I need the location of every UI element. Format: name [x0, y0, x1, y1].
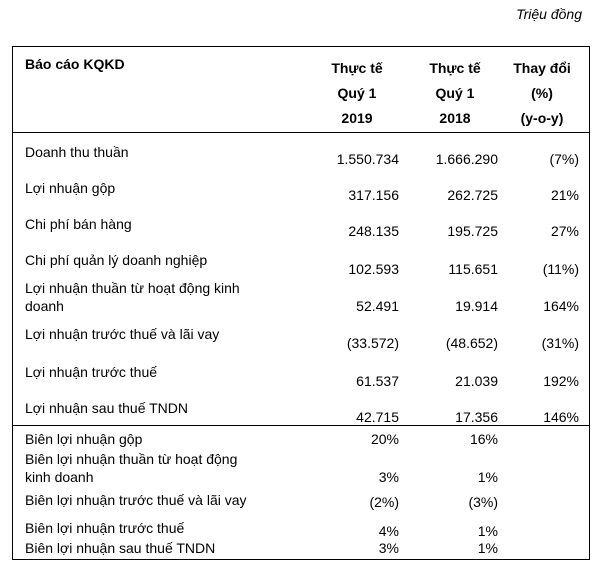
column-header-change: Thay đổi (%) (y-o-y): [513, 60, 571, 126]
value-q1-2019: 3%: [378, 540, 399, 556]
row-label: Lợi nhuận sau thuế TNDN: [25, 400, 189, 416]
row-label: Biên lợi nhuận trước thuế: [25, 520, 185, 536]
value-change: 192%: [543, 373, 579, 389]
value-q1-2018: 21.039: [455, 373, 498, 389]
value-q1-2018: 1%: [477, 540, 498, 556]
value-change: 21%: [550, 187, 579, 203]
row-label: Biên lợi nhuận sau thuế TNDN: [25, 540, 216, 556]
value-q1-2019: (2%): [369, 494, 399, 510]
row-label: Biên lợi nhuận gộp: [25, 431, 143, 447]
value-change: (7%): [549, 151, 579, 167]
value-q1-2018: 195.725: [447, 223, 498, 239]
value-q1-2019: (33.572): [346, 335, 399, 351]
value-q1-2018: 1%: [477, 523, 498, 539]
value-q1-2018: 17.356: [455, 409, 498, 425]
value-change: 164%: [543, 298, 579, 314]
value-q1-2019: 317.156: [348, 187, 399, 203]
section-divider: [13, 425, 589, 426]
value-q1-2018: 1.666.290: [435, 151, 498, 167]
value-q1-2019: 1.550.734: [336, 151, 399, 167]
value-q1-2019: 4%: [378, 523, 399, 539]
value-q1-2018: 115.651: [448, 261, 498, 277]
value-change: (31%): [541, 335, 579, 351]
row-label: Lợi nhuận trước thuế và lãi vay: [25, 326, 220, 342]
income-statement-table: [12, 46, 590, 560]
value-q1-2019: 248.135: [348, 223, 399, 239]
value-q1-2018: (48.652): [445, 335, 498, 351]
value-q1-2018: 262.725: [447, 187, 498, 203]
value-q1-2019: 52.491: [356, 298, 399, 314]
value-change: 146%: [543, 409, 579, 425]
row-label: Lợi nhuận gộp: [25, 180, 116, 196]
value-q1-2019: 61.537: [356, 373, 399, 389]
row-label: Lợi nhuận thuần từ hoạt động kinh doanh: [25, 280, 240, 314]
value-q1-2018: 19.914: [455, 298, 498, 314]
value-change: (11%): [542, 261, 579, 277]
value-q1-2019: 20%: [370, 431, 399, 447]
row-label: Chi phí quản lý doanh nghiệp: [25, 252, 208, 268]
row-label: Biên lợi nhuận trước thuế và lãi vay: [25, 492, 247, 508]
column-header-q1-2018: Thực tế Quý 1 2018: [429, 60, 481, 126]
value-q1-2018: 1%: [477, 469, 498, 485]
row-label: Chi phí bán hàng: [25, 216, 132, 232]
value-q1-2018: (3%): [468, 494, 498, 510]
value-q1-2019: 42.715: [356, 409, 399, 425]
unit-note: Triệu đồng: [516, 6, 582, 22]
value-q1-2019: 3%: [378, 469, 399, 485]
value-q1-2018: 16%: [469, 431, 498, 447]
row-label: Biên lợi nhuận thuần từ hoạt động kinh doanh: [25, 451, 238, 485]
column-header-q1-2019: Thực tế Quý 1 2019: [331, 60, 383, 126]
table-header: [13, 47, 589, 133]
table-title: Báo cáo KQKD: [25, 56, 125, 72]
value-change: 27%: [550, 223, 579, 239]
value-q1-2019: 102.593: [348, 261, 399, 277]
row-label: Lợi nhuận trước thuế: [25, 364, 158, 380]
row-label: Doanh thu thuần: [25, 144, 129, 160]
